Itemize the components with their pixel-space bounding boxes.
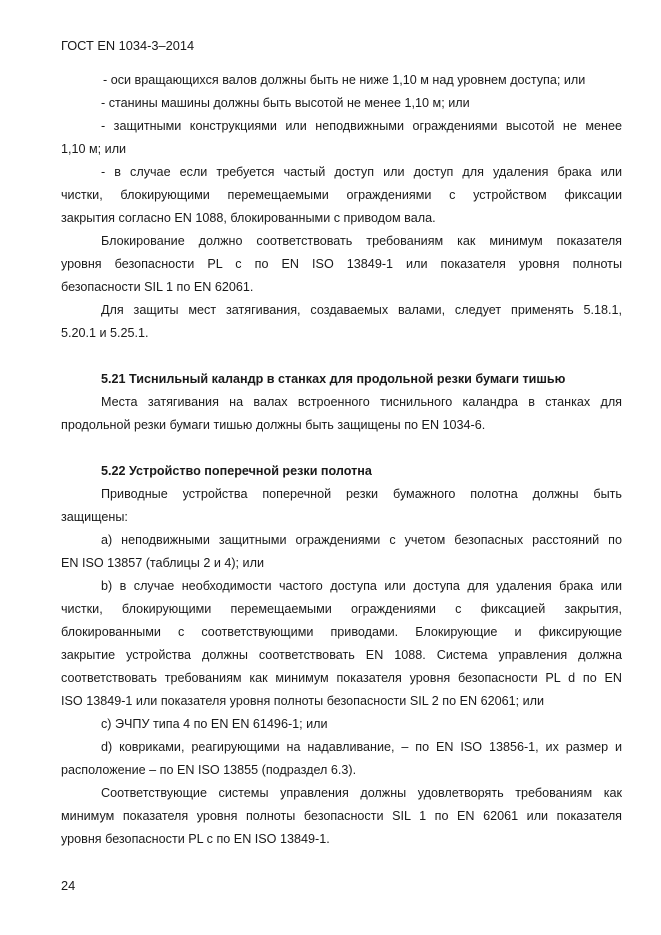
text-line: уровня безопасности PL c по EN ISO 13849-1. <box>61 832 330 846</box>
text-line: - станины машины должны быть высотой не менее 1,10 м; или <box>101 96 470 110</box>
text-line: - в случае если требуется частый доступ или доступ для удаления брака или <box>101 165 622 179</box>
text-line: закрытия согласно EN 1088, блокированными с приводом вала. <box>61 211 436 225</box>
text-line: ISO 13849-1 или показателя уровня полноты безопасности SIL 2 по EN 62061; или <box>61 694 545 708</box>
text-line: Места затягивания на валах встроенного тиснильного каландра в станках для <box>101 395 622 409</box>
text-line: чистки, блокирующими перемещаемыми ограждениями с фиксацией закрытия, <box>61 602 622 616</box>
text-line: расположение – по EN ISO 13855 (подраздел 6.3). <box>61 763 357 777</box>
text-line: c) ЭЧПУ типа 4 по EN EN 61496-1; или <box>101 717 328 731</box>
text-line: d) ковриками, реагирующими на надавливание, – по EN ISO 13856-1, их размер и <box>101 740 622 754</box>
section-heading: 5.21 Тиснильный каландр в станках для продольной резки бумаги тишью <box>101 372 566 386</box>
section-heading: 5.22 Устройство поперечной резки полотна <box>101 464 372 478</box>
text-line: соответствовать требованиям как минимум показателя уровня безопасности PL d по EN <box>61 671 622 685</box>
text-line: безопасности SIL 1 по EN 62061. <box>61 280 254 294</box>
text-line: Соответствующие системы управления должны удовлетворять требованиям как <box>101 786 622 800</box>
text-line: 1,10 м; или <box>61 142 127 156</box>
text-line: уровня безопасности PL c по EN ISO 13849-1 или показателя уровня полноты <box>61 257 622 271</box>
text-line: a) неподвижными защитными ограждениями с учетом безопасных расстояний по <box>101 533 622 547</box>
text-line: b) в случае необходимости частого доступа или доступа для удаления брака или <box>101 579 622 593</box>
document-header: ГОСТ EN 1034-3–2014 <box>61 38 195 53</box>
text-line: закрытие устройства должны соответствовать EN 1088. Система управления должна <box>61 648 622 662</box>
page-number: 24 <box>61 878 76 893</box>
text-line: EN ISO 13857 (таблицы 2 и 4); или <box>61 556 264 570</box>
text-line: продольной резки бумаги тишью должны быть защищены по EN 1034-6. <box>61 418 486 432</box>
text-line: Для защиты мест затягивания, создаваемых валами, следует применять 5.18.1, <box>101 303 622 317</box>
text-line: Блокирование должно соответствовать требованиям как минимум показателя <box>101 234 622 248</box>
text-line: защищены: <box>61 510 128 524</box>
text-line: чистки, блокирующими перемещаемыми ограждениями с устройством фиксации <box>61 188 622 202</box>
text-line: 5.20.1 и 5.25.1. <box>61 326 149 340</box>
text-line: Приводные устройства поперечной резки бумажного полотна должны быть <box>101 487 622 501</box>
text-line: - защитными конструкциями или неподвижными ограждениями высотой не менее <box>101 119 622 133</box>
text-line: - оси вращающихся валов должны быть не ниже 1,10 м над уровнем доступа; или <box>103 73 586 87</box>
text-line: минимум показателя уровня полноты безопасности SIL 1 по EN 62061 или показателя <box>61 809 622 823</box>
text-line: блокированными с соответствующими приводами. Блокирующие и фиксирующие <box>61 625 622 639</box>
